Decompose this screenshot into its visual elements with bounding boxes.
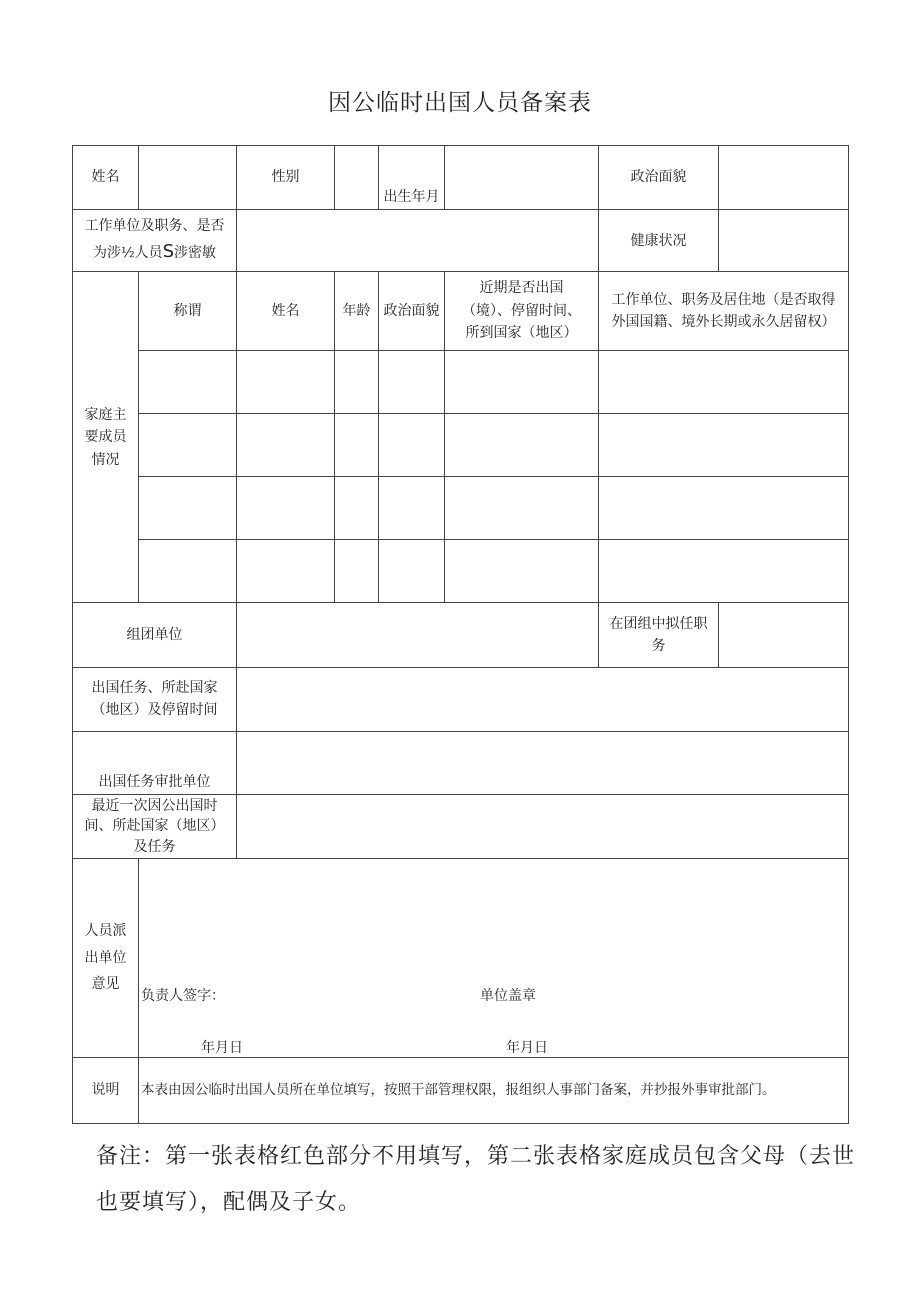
- family-cell[interactable]: [599, 540, 849, 603]
- family-cell[interactable]: [139, 350, 237, 413]
- gender-label: 性别: [237, 146, 335, 210]
- work-unit-label: [73, 210, 237, 272]
- family-cell[interactable]: [599, 477, 849, 540]
- family-cell[interactable]: [599, 350, 849, 413]
- family-row: [73, 350, 849, 413]
- family-section-label: 家庭主 要成员 情况: [73, 272, 139, 603]
- explain-text: 本表由因公临时出国人员所在单位填写，按照干部管理权限，报组织人事部门备案，并抄报外事审批部门。: [139, 1057, 849, 1123]
- date-right: 年月日: [506, 1040, 548, 1057]
- family-cell[interactable]: [379, 413, 445, 476]
- family-cell[interactable]: [139, 477, 237, 540]
- group-role-field[interactable]: [719, 603, 849, 667]
- group-unit-field[interactable]: [237, 603, 599, 667]
- work-unit-label-line1: 工作单位及职务、是否: [84, 218, 225, 235]
- political-field[interactable]: [719, 146, 849, 210]
- family-col-work: 工作单位、职务及居住地（是否取得 外国国籍、境外长期或永久居留权）: [599, 272, 849, 350]
- family-cell[interactable]: [379, 350, 445, 413]
- health-field[interactable]: [719, 210, 849, 272]
- work-unit-field[interactable]: [237, 210, 599, 272]
- page-title: 因公临时出国人员备案表: [328, 90, 592, 116]
- group-unit-label: 组团单位: [73, 603, 237, 667]
- family-cell[interactable]: [237, 540, 335, 603]
- family-cell[interactable]: [237, 413, 335, 476]
- family-cell[interactable]: [445, 350, 599, 413]
- gender-field[interactable]: [335, 146, 379, 210]
- family-col-political: 政治面貌: [379, 272, 445, 350]
- footnote: 备注：第一张表格红色部分不用填写，第二张表格家庭成员包含父母（去世也要填写），配偶及子女。: [96, 1144, 856, 1215]
- family-cell[interactable]: [445, 413, 599, 476]
- name-label: 姓名: [73, 146, 139, 210]
- family-row: [73, 540, 849, 603]
- family-cell[interactable]: [445, 540, 599, 603]
- task-field[interactable]: [237, 667, 849, 731]
- family-cell[interactable]: [237, 477, 335, 540]
- work-unit-label-line2a: 为涉½人员: [92, 244, 163, 261]
- approval-label: 出国任务审批单位: [73, 731, 237, 794]
- last-trip-label: 最近一次因公出国时 间、所赴国家（地区） 及任务: [73, 794, 237, 858]
- health-label: 健康状况: [599, 210, 719, 272]
- family-cell[interactable]: [335, 413, 379, 476]
- political-label: 政治面貌: [599, 146, 719, 210]
- family-cell[interactable]: [335, 540, 379, 603]
- approval-field[interactable]: [237, 731, 849, 794]
- registration-form: [72, 145, 849, 1124]
- seal-label: 单位盖章: [480, 988, 536, 1005]
- family-cell[interactable]: [379, 540, 445, 603]
- family-row: [73, 477, 849, 540]
- family-cell[interactable]: [237, 350, 335, 413]
- explain-label: 说明: [73, 1057, 139, 1123]
- task-label: 出国任务、所赴国家 （地区）及停留时间: [73, 667, 237, 731]
- family-cell[interactable]: [139, 540, 237, 603]
- family-cell[interactable]: [335, 477, 379, 540]
- family-cell[interactable]: [139, 413, 237, 476]
- family-col-relation: 称谓: [139, 272, 237, 350]
- family-col-age: 年龄: [335, 272, 379, 350]
- family-row: [73, 413, 849, 476]
- name-field[interactable]: [139, 146, 237, 210]
- group-role-label: 在团组中拟任职 务: [599, 603, 719, 667]
- family-cell[interactable]: [335, 350, 379, 413]
- opinion-field[interactable]: [139, 859, 849, 1058]
- family-col-name: 姓名: [237, 272, 335, 350]
- work-unit-label-line2b: 涉密敏: [174, 244, 216, 261]
- family-cell[interactable]: [599, 413, 849, 476]
- date-left: 年月日: [201, 1040, 243, 1057]
- work-unit-label-s: S: [162, 240, 174, 262]
- opinion-label: 人员派 出单位 意见: [73, 859, 139, 1058]
- family-cell[interactable]: [445, 477, 599, 540]
- family-cell[interactable]: [379, 477, 445, 540]
- family-col-abroad: 近期是否出国 （境）、停留时间、 所到国家（地区）: [445, 272, 599, 350]
- signature-label: 负责人签字：: [141, 988, 225, 1005]
- birth-label: 出生年月: [379, 146, 445, 210]
- last-trip-field[interactable]: [237, 794, 849, 858]
- birth-field[interactable]: [445, 146, 599, 210]
